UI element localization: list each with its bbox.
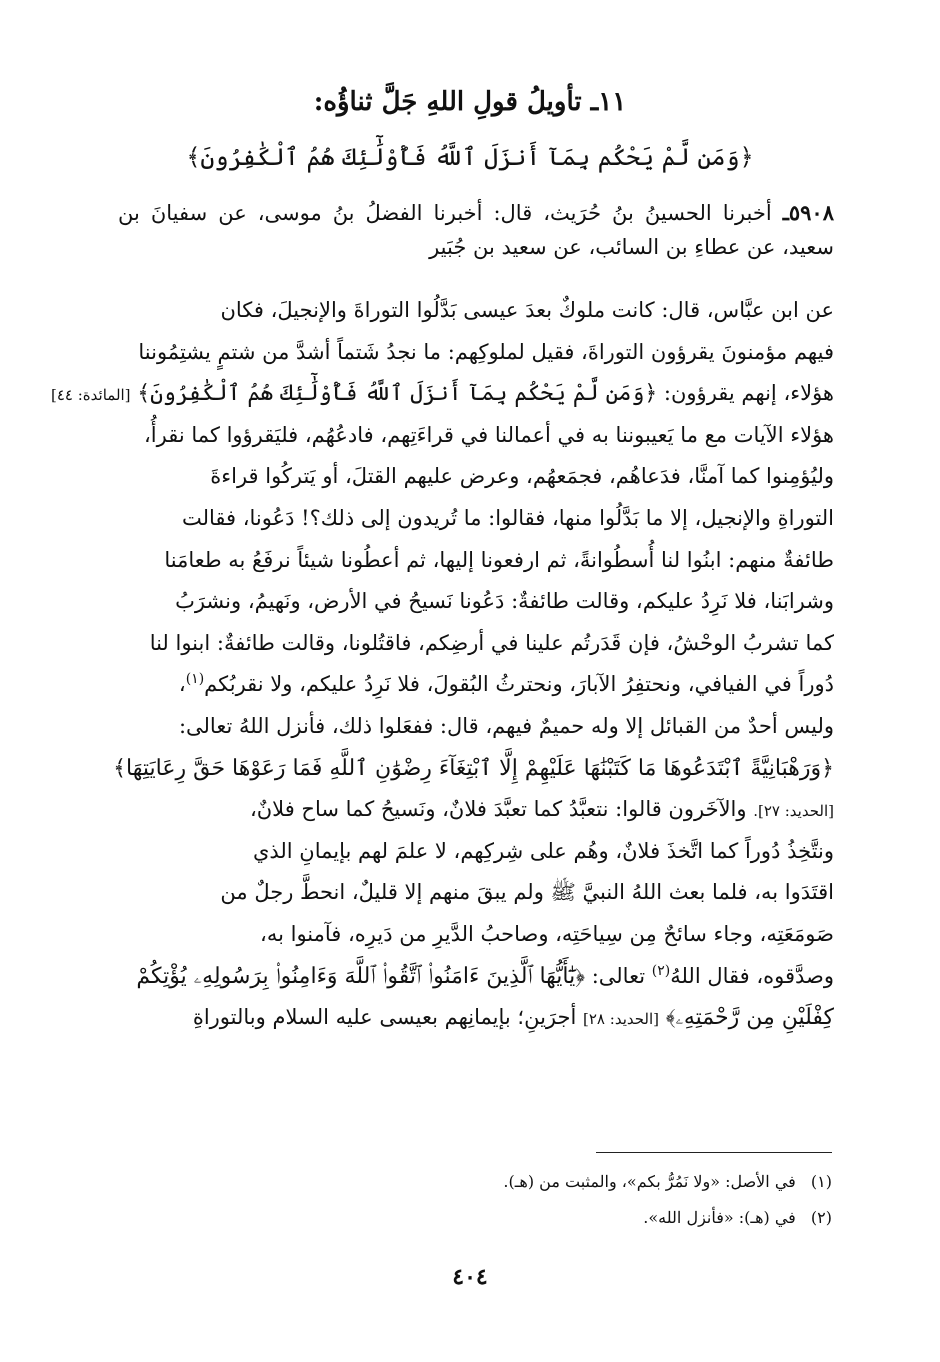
body-text: أجرَينِ؛ بإيمانِهم بعيسى عليه السلام وبالتوراةِ xyxy=(192,1005,577,1030)
footnote xyxy=(360,1164,832,1200)
page-number: ٤٠٤ xyxy=(452,1264,488,1290)
quran-verse: ﴿وَمَن لَّمْ يَحْكُم بِمَآ أَنزَلَ ٱللَّهُ فَأُوْلَٰٓئِكَ هُمُ ٱلْكَٰفِرُونَ﴾ xyxy=(137,381,658,407)
verse-reference: [الحديد: ٢٨] xyxy=(583,1010,660,1029)
heading-verse: ﴿وَمَن لَّمْ يَحْكُم بِمَآ أَنزَلَ ٱللَّهُ فَأُوْلَٰٓئِكَ هُمُ ٱلْكَٰفِرُونَ﴾ xyxy=(186,143,754,171)
body-text: والآخَرون قالوا: نتعبَّدُ كما تعبَّدَ فلانٌ، ونَسيحُ كما ساح فلانٌ، xyxy=(249,797,747,822)
footnote-marker: (٢) xyxy=(651,962,671,979)
body-text: ، xyxy=(178,672,186,697)
body-line: التوراةِ والإنجيل، إلا ما بَدَّلُوا منها، فقالوا: ما تُريدون إلى ذلك؟! دَعُونا، فقالت xyxy=(181,505,834,530)
verse-reference: [المائدة: ٤٤] xyxy=(50,386,131,405)
body-line xyxy=(118,789,834,831)
hadith-body xyxy=(50,290,834,1039)
body-line: هؤلاء الآيات مع ما يَعيبوننا به في أعمالنا في قراءَتِهم، فادعُهُم، فليَقرؤوا كما نقرأُ، xyxy=(144,422,834,447)
footnote-number: (١) xyxy=(810,1172,832,1191)
chapter-heading: ١١ـ تأويلُ قولِ اللهِ جَلَّ ثناؤُه: xyxy=(313,87,627,117)
hadith-number: ٥٩٠٨ـ xyxy=(782,200,834,225)
verse-reference: [الحديد: ٢٧]. xyxy=(753,802,834,821)
body-line: كما تشربُ الوحْشُ، فإن قَدَرتُم علينا في أرضِكم، فاقتُلونا، وقالت طائفةٌ: ابنوا لنا xyxy=(149,630,834,655)
body-text: هؤلاء، إنهم يقرؤون: xyxy=(663,381,834,406)
body-text: دُوراً في الفيافي، ونحتفِرُ الآبارَ، ونحترثُ البُقولَ، فلا نَرِدُ عليكم، ولا نقربُكم xyxy=(204,672,834,697)
body-line: وشرابَنا، فلا نَرِدُ عليكم، وقالت طائفةٌ: دَعُونا نَسيحُ في الأرض، ونَهيمُ، ونشرَبُ xyxy=(175,589,834,614)
footnote xyxy=(360,1200,832,1236)
hadith-isnad: أخبرنا الحسينُ بنُ حُرَيث، قال: أخبرنا الفضلُ بنُ موسى، عن سفيانَ بن سعيد، عن عطاءِ بن السائب، عن سعيد بن جُبَير xyxy=(118,201,834,259)
footnote-text: في (هـ): «فأنزل الله». xyxy=(643,1208,796,1227)
quran-verse: ﴿يَٰٓأَيُّهَا ٱلَّذِينَ ءَامَنُوا۟ ٱتَّقُوا۟ ٱللَّهَ وَءَامِنُوا۟ بِرَسُولِهِۦ يُؤْتِكُمْ xyxy=(136,963,586,989)
quran-verse: كِفْلَيْنِ مِن رَّحْمَتِهِۦ﴾ xyxy=(665,1005,834,1031)
footnote-text: في الأصل: «ولا نَمُرُّ بكم»، والمثبت من (هـ). xyxy=(503,1172,796,1191)
body-line: صَومَعَتِه، وجاء سائحٌ مِن سِياحَتِه، وصاحبُ الدَّيرِ من دَيرِه، فآمنوا به، xyxy=(260,921,834,946)
body-line xyxy=(118,956,834,998)
footnote-number: (٢) xyxy=(810,1208,832,1227)
body-line: فيهم مؤمنونَ يقرؤون التوراةَ، فقيل لملوكِهم: ما نجدُ شَتماً أشدَّ من شتمٍ يشتِمُوننا xyxy=(138,339,834,364)
body-line: وليس أحدٌ من القبائل إلا وله حميمٌ فيهم، قال: ففعَلوا ذلك، فأنزل اللهُ تعالى: xyxy=(178,713,834,738)
body-line xyxy=(118,997,834,1039)
body-line: عن ابن عبَّاس، قال: كانت ملوكٌ بعدَ عيسى بَدَّلُوا التوراةَ والإنجيلَ، فكان xyxy=(220,298,834,322)
quran-verse: ﴿وَرَهْبَانِيَّةً ٱبْتَدَعُوهَا مَا كَتَبْنَٰهَا عَلَيْهِمْ إِلَّا ٱبْتِغَآءَ رِضْوَٰنِ ٱللَّهِ فَمَا رَعَوْهَا حَقَّ رِعَايَتِهَا﴾ xyxy=(113,755,834,781)
body-line: وليُؤمِنوا كما آمنَّا، فدَعاهُم، فجمَعهُم، وعرض عليهم القتلَ، أو يَتركُوا قراءةَ xyxy=(210,464,834,489)
footnotes xyxy=(360,1164,832,1236)
body-line: اقتَدَوا به، فلما بعث اللهُ النبيَّ ﷺ ولم يبقَ منهم إلا قليلٌ، انحطَّ رجلٌ من xyxy=(220,880,834,905)
body-text: وصدَّقوه، فقال اللهُ xyxy=(670,963,834,988)
body-text: تعالى: xyxy=(591,963,646,988)
footnote-divider xyxy=(596,1152,832,1153)
body-line: طائفةٌ منهم: ابنُوا لنا أُسطُوانةً، ثم ارفعونا إليها، ثم أعطُونا شيئاً نرفَعُ به طعامَنا xyxy=(164,547,834,572)
hadith-isnad-block xyxy=(118,196,834,264)
body-line xyxy=(113,748,834,790)
body-line xyxy=(118,664,834,706)
body-line: ونتَّخِذُ دُوراً كما اتَّخذَ فلانٌ، وهُم على شِركِهم، لا علمَ لهم بإيمانِ الذي xyxy=(252,838,834,863)
footnote-marker: (١) xyxy=(185,671,205,688)
body-line xyxy=(50,373,834,415)
